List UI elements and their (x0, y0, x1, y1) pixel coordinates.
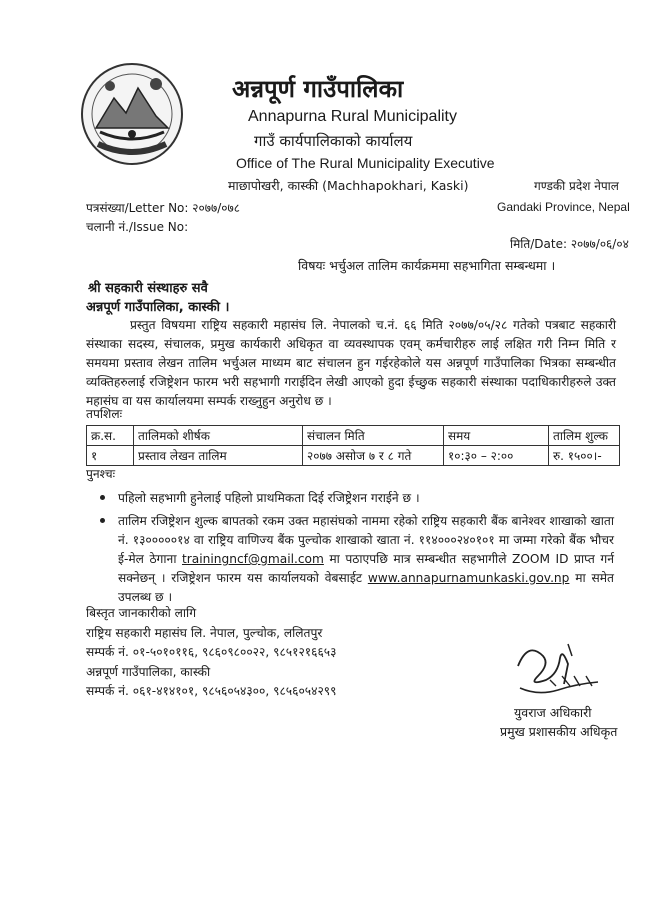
signatory-name: युवराज अधिकारी (514, 705, 592, 720)
letter-number: पत्रसंख्या/Letter No: २०७७/०७८ (86, 201, 240, 215)
letter-date: मिति/Date: २०७७/०६/०४ (510, 237, 629, 251)
office-name-nepali: गाउँ कार्यपालिकाको कार्यालय (254, 132, 413, 150)
note-text: तालिम रजिष्ट्रेशन शुल्क बापतको रकम उक्त महासंघको नाममा रहेको राष्ट्रिय सहकारी बैंक बानेश्वर शाखाको खाता नं. १३०००००१४ वा राष्ट्रिय वाणिज्य बैंक पुल्चोक शाखाको खाता नं. ११४०००२४०१०१ मा जम्मा गरेको बैंक भौचर ई-मेल ठेगाना (118, 514, 614, 566)
addressee-line: अन्नपूर्ण गाउँपालिका, कास्की । (86, 300, 230, 315)
table-cell: प्रस्ताव लेखन तालिम (134, 446, 303, 466)
contact-line: सम्पर्क नं. ०६१-४१४१०१, ९८५६०५४३००, ९८५६०५४२९९ (86, 684, 337, 698)
email-link[interactable]: trainingncf@gmail.com (182, 552, 324, 566)
signatory-title: प्रमुख प्रशासकीय अधिकृत (500, 724, 618, 739)
contact-line: सम्पर्क नं. ०१-५०१०११६, ९८६०९८००२२, ९८५१२१६६५३ (86, 645, 337, 659)
table-header-cell: तालिम शुल्क (549, 426, 620, 446)
details-label: तपशिलः (86, 407, 123, 421)
website-link[interactable]: www.annapurnamunkaski.gov.np (367, 571, 570, 585)
province-nepali: गण्डकी प्रदेश नेपाल (534, 179, 619, 193)
table-header-cell: क्र.स. (87, 426, 134, 446)
postscript-label: पुनश्चः (86, 467, 116, 481)
nepal-emblem-icon (76, 58, 188, 170)
table-header-cell: संचालन मिति (303, 426, 444, 446)
province-english: Gandaki Province, Nepal (497, 200, 630, 214)
contact-line: अन्नपूर्ण गाउँपालिका, कास्की (86, 664, 211, 679)
office-name-english: Office of The Rural Municipality Executive (236, 155, 495, 171)
training-table (86, 425, 620, 466)
bullet-icon (100, 495, 105, 500)
office-address: माछापोखरी, कास्की (Machhapokhari, Kaski) (228, 178, 469, 193)
table-cell: रु. १५००।- (549, 446, 620, 466)
table-cell: २०७७ असोज ७ र ८ गते (303, 446, 444, 466)
table-cell: १ (87, 446, 134, 466)
organization-title-english: Annapurna Rural Municipality (248, 108, 457, 125)
organization-title-nepali: अन्नपूर्ण गाउँपालिका (232, 75, 404, 103)
addressee-line: श्री सहकारी संस्थाहरु सवै (88, 281, 208, 296)
letter-subject: विषयः भर्चुअल तालिम कार्यक्रममा सहभागिता सम्बन्धमा । (298, 258, 556, 273)
table-header-row (87, 426, 620, 446)
note-item (118, 512, 614, 607)
body-paragraph-text: प्रस्तुत विषयमा राष्ट्रिय सहकारी महासंघ लि. नेपालको च.नं. ६६ मिति २०७७/०५/२८ गतेको पत्रबाट सहकारी संस्थाका सदस्य, संचालक, प्रमुख कार्यकारी अधिकृत वा व्यवस्थापक एवम् कर्मचारीहरु लाई लक्षित गरी निम्न मिति र समयमा प्रस्ताव लेखन तालिम भर्चुअल माध्यम बाट संचालन हुन गईरहेकोले यस अन्नपूर्ण गाउँपालिका भित्रका सम्बन्धीत व्यक्तिहरुलाई रजिष्ट्रेशन फारम भरी सहभागी गराईदिन लेखी आएको हुदा ईच्छुक सहकारी संस्थाका पदाधिकारीहरुले उक्त महासंघ वा यस कार्यालयमा सम्पर्क राख्नुहुन अनुरोध छ । (86, 318, 616, 408)
body-paragraph (86, 316, 616, 411)
contact-line: राष्ट्रिय सहकारी महासंघ लि. नेपाल, पुल्चोक, ललितपुर (86, 625, 323, 640)
note-text: पहिलो सहभागी हुनेलाई पहिलो प्राथमिकता दिई रजिष्ट्रेशन गराईने छ । (118, 491, 420, 505)
contact-block (86, 604, 446, 702)
table-header-cell: समय (444, 426, 549, 446)
table-row (87, 446, 620, 466)
handwritten-signature (498, 636, 608, 700)
issue-number: चलानी नं./Issue No: (86, 220, 189, 234)
note-text: मा समेत उपलब्ध छ । (118, 571, 614, 604)
table-cell: १०:३० – २:०० (444, 446, 549, 466)
contact-line: बिस्तृत जानकारीको लागि (86, 606, 197, 620)
note-item (118, 489, 614, 508)
note-text: मा पठाएपछि मात्र सम्बन्धीत सहभागीले ZOOM ID प्राप्त गर्न सक्नेछन् । रजिष्ट्रेशन फारम यस कार्यालयको वेबसाईट (118, 552, 614, 585)
table-header-cell: तालिमको शीर्षक (134, 426, 303, 446)
bullet-icon (100, 518, 105, 523)
